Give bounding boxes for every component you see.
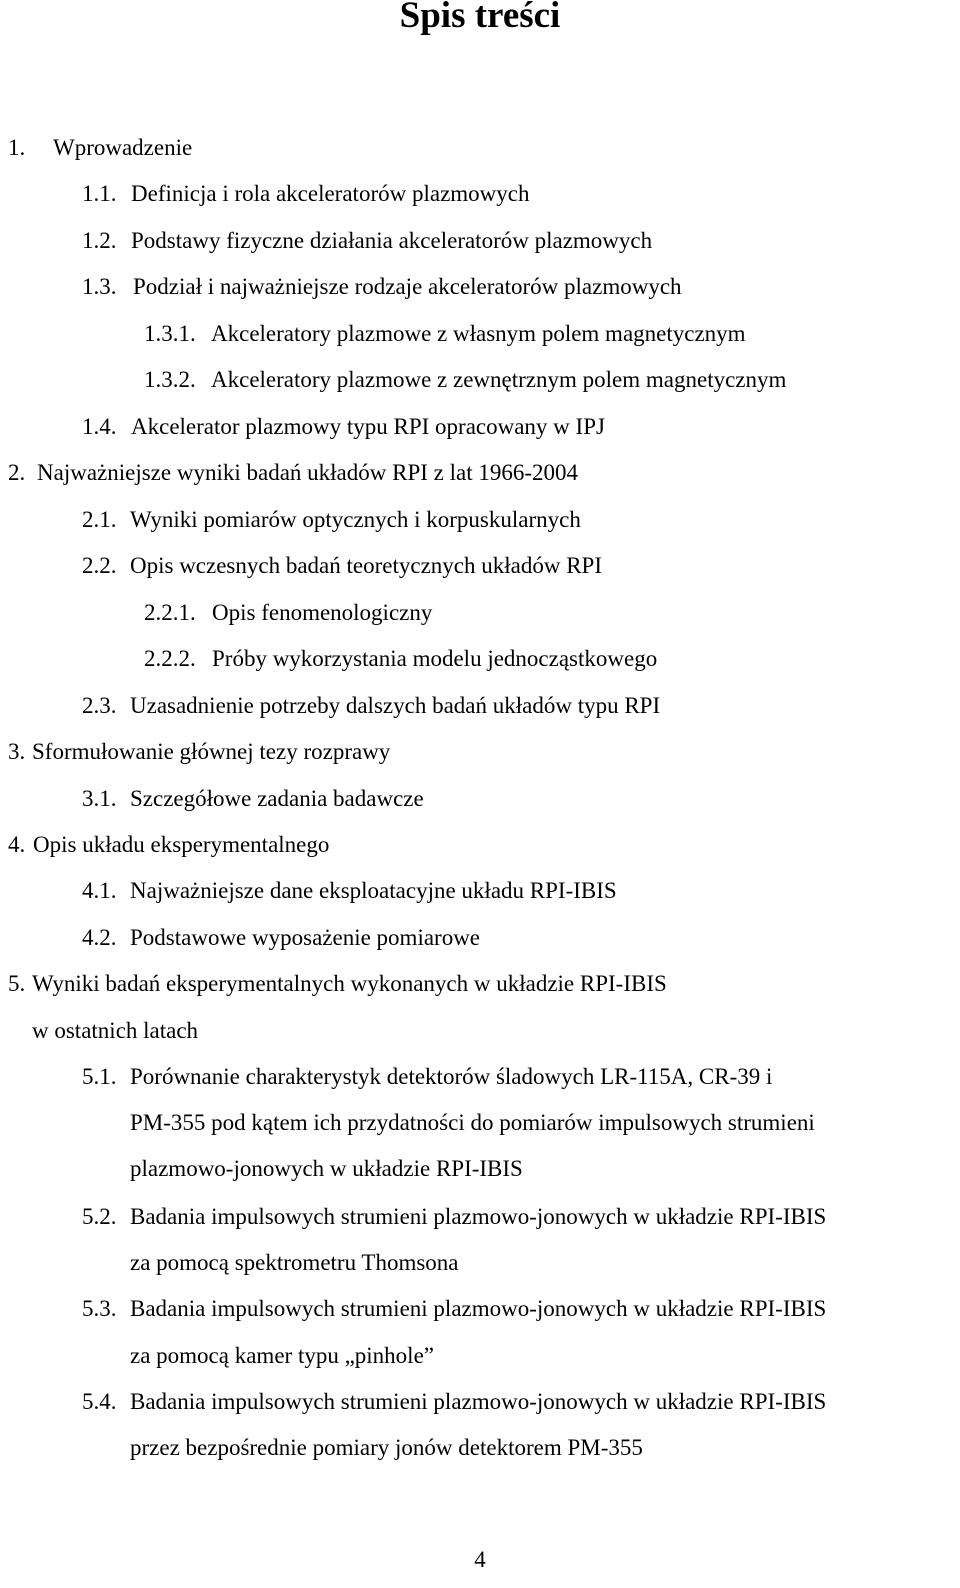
- toc-entry-text: Definicja i rola akceleratorów plazmowych: [131, 181, 530, 206]
- toc-entry: [144, 366, 786, 394]
- toc-entry: [82, 180, 529, 208]
- toc-entry-number: 3.: [8, 739, 26, 764]
- toc-entry-text: Akceleratory plazmowe z własnym polem magnetycznym: [211, 321, 746, 346]
- toc-entry-text: Badania impulsowych strumieni plazmowo-jonowych w układzie RPI-IBIS: [130, 1389, 827, 1414]
- toc-entry-continuation: [130, 1249, 459, 1277]
- toc-entry-text: Porównanie charakterystyk detektorów śladowych LR-115A, CR-39 i: [130, 1064, 773, 1089]
- toc-entry: [8, 738, 390, 766]
- toc-entry: [82, 924, 480, 952]
- toc-entry: [82, 1063, 772, 1091]
- toc-entry-text: za pomocą kamer typu „pinhole”: [130, 1343, 434, 1368]
- page-number: 4: [474, 1547, 486, 1572]
- toc-entry: [144, 320, 746, 348]
- toc-entry-continuation: [130, 1342, 434, 1370]
- toc-entry: [82, 552, 602, 580]
- toc-entry-text: Wyniki badań eksperymentalnych wykonanych w układzie RPI-IBIS: [32, 971, 667, 996]
- toc-entry-text: przez bezpośrednie pomiary jonów detektorem PM-355: [130, 1435, 643, 1460]
- toc-entry-continuation: [32, 1017, 198, 1045]
- toc-entry-text: Szczegółowe zadania badawcze: [130, 786, 424, 811]
- toc-entry-text: Podstawy fizyczne działania akceleratorów plazmowych: [131, 228, 653, 253]
- toc-entry-number: 1.: [8, 135, 26, 160]
- toc-entry-text: Wprowadzenie: [53, 135, 193, 160]
- toc-entry-text: za pomocą spektrometru Thomsona: [130, 1250, 459, 1275]
- toc-entry: [82, 413, 605, 441]
- toc-entry: [82, 506, 581, 534]
- toc-entry-number: 2.2.1.: [144, 600, 196, 625]
- toc-entry-number: 4.1.: [82, 878, 117, 903]
- toc-entry-text: w ostatnich latach: [32, 1018, 199, 1043]
- toc-entry: [82, 1388, 826, 1416]
- toc-entry-text: Podstawowe wyposażenie pomiarowe: [130, 925, 481, 950]
- toc-entry: [82, 692, 660, 720]
- toc-entry-number: 2.2.2.: [144, 646, 196, 671]
- toc-entry-number: 1.2.: [82, 228, 117, 253]
- toc-entry-number: 5.2.: [82, 1204, 117, 1229]
- toc-entry-number: 3.1.: [82, 786, 117, 811]
- toc-entry-number: 1.3.: [82, 274, 117, 299]
- toc-entry-number: 2.: [8, 460, 26, 485]
- toc-entry-number: 1.3.2.: [144, 367, 196, 392]
- toc-entry-continuation: [130, 1155, 523, 1183]
- toc-entry-text: Najważniejsze dane eksploatacyjne układu RPI-IBIS: [130, 878, 617, 903]
- toc-entry-text: Najważniejsze wyniki badań układów RPI z lat 1966-2004: [37, 460, 579, 485]
- toc-entry: [8, 459, 578, 487]
- toc-entry-text: Podział i najważniejsze rodzaje akceleratorów plazmowych: [133, 274, 682, 299]
- toc-entry-number: 4.: [8, 832, 26, 857]
- toc-entry-text: Akcelerator plazmowy typu RPI opracowany w IPJ: [131, 414, 605, 439]
- toc-entry-text: PM-355 pod kątem ich przydatności do pomiarów impulsowych strumieni: [130, 1110, 815, 1135]
- page-title: Spis treści: [399, 0, 561, 36]
- toc-entry-text: Opis układu eksperymentalnego: [33, 832, 330, 857]
- toc-entry: [8, 831, 329, 859]
- toc-entry-text: Akceleratory plazmowe z zewnętrznym polem magnetycznym: [211, 367, 787, 392]
- toc-entry-text: Sformułowanie głównej tezy rozprawy: [32, 739, 391, 764]
- toc-entry-number: 5.4.: [82, 1389, 117, 1414]
- toc-entry: [144, 645, 657, 673]
- toc-entry: [82, 227, 652, 255]
- toc-entry-text: Wyniki pomiarów optycznych i korpuskularnych: [130, 507, 581, 532]
- toc-entry-number: 1.3.1.: [144, 321, 196, 346]
- toc-entry: [8, 134, 192, 162]
- toc-entry-text: plazmowo-jonowych w układzie RPI-IBIS: [130, 1156, 523, 1181]
- toc-entry-text: Badania impulsowych strumieni plazmowo-jonowych w układzie RPI-IBIS: [130, 1296, 827, 1321]
- toc-entry-number: 4.2.: [82, 925, 117, 950]
- toc-entry: [82, 785, 424, 813]
- toc-entry-number: 5.1.: [82, 1064, 117, 1089]
- toc-entry-number: 2.1.: [82, 507, 117, 532]
- toc-entry-text: Próby wykorzystania modelu jednocząstkowego: [212, 646, 658, 671]
- toc-entry-continuation: [130, 1434, 643, 1462]
- toc-entry-number: 5.3.: [82, 1296, 117, 1321]
- toc-entry-text: Uzasadnienie potrzeby dalszych badań układów typu RPI: [130, 693, 661, 718]
- toc-entry-continuation: [130, 1109, 815, 1137]
- toc-entry: [82, 1203, 826, 1231]
- toc-entry: [82, 877, 617, 905]
- toc-entry-number: 5.: [8, 971, 26, 996]
- toc-entry-number: 1.1.: [82, 181, 117, 206]
- toc-entry-text: Badania impulsowych strumieni plazmowo-jonowych w układzie RPI-IBIS: [130, 1204, 827, 1229]
- toc-entry-number: 2.3.: [82, 693, 117, 718]
- toc-entry-text: Opis fenomenologiczny: [212, 600, 433, 625]
- toc-entry-number: 1.4.: [82, 414, 117, 439]
- toc-entry-text: Opis wczesnych badań teoretycznych układów RPI: [130, 553, 602, 578]
- toc-entry-number: 2.2.: [82, 553, 117, 578]
- toc-entry: [82, 273, 682, 301]
- toc-entry: [144, 599, 432, 627]
- toc-entry: [8, 970, 667, 998]
- toc-entry: [82, 1295, 826, 1323]
